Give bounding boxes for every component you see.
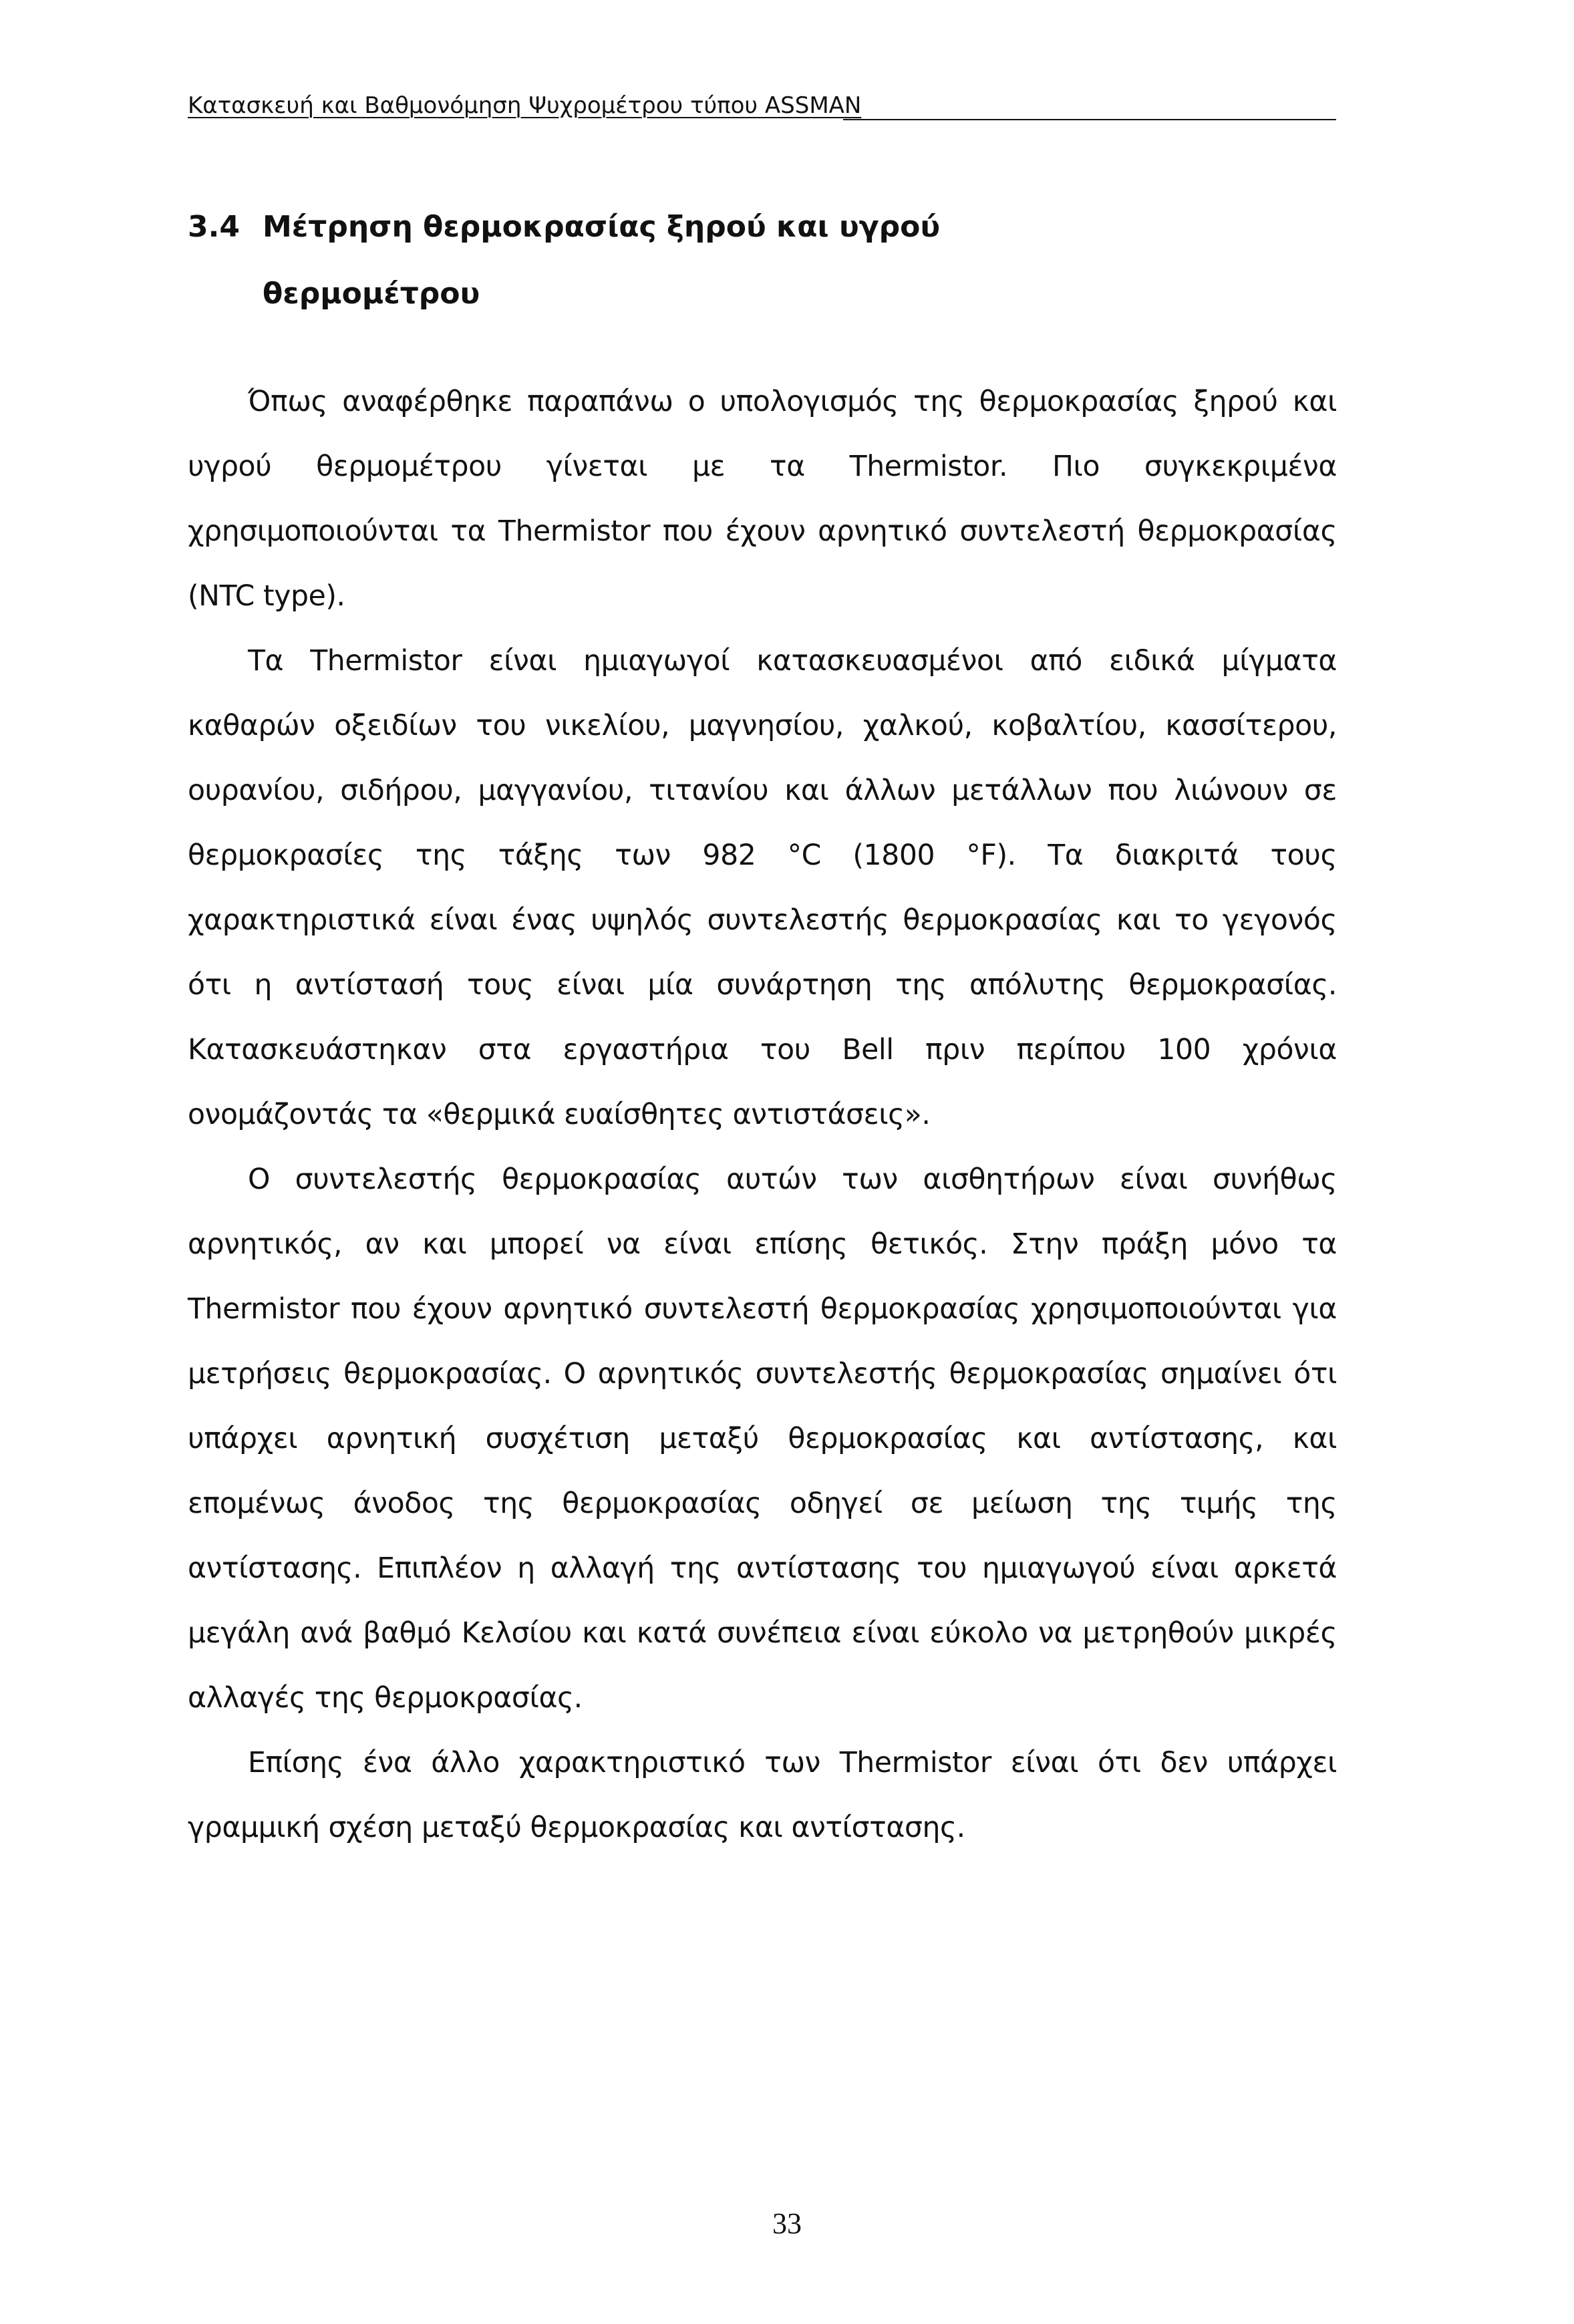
paragraph: Επίσης ένα άλλο χαρακτηριστικό των Thermistor είναι ότι δεν υπάρχει γραμμική σχέση μεταξύ θερμοκρασίας και αντίστασης. <box>188 1747 1337 1844</box>
running-header-title: Κατασκευή και Βαθμονόμηση Ψυχρομέτρου τύπου ASSMAN <box>188 92 862 119</box>
page-number: 33 <box>772 2207 802 2240</box>
header-rule <box>843 119 1336 120</box>
section-title-line-2: θερμομέτρου <box>263 277 480 311</box>
section-heading <box>188 194 1337 327</box>
section-number: 3.4 <box>188 210 240 244</box>
paragraph: Τα Thermistor είναι ημιαγωγοί κατασκευασμένοι από ειδικά μίγματα καθαρών οξειδίων του νικελίου, μαγνησίου, χαλκού, κοβαλτίου, κασσίτερου, ουρανίου, σιδήρου, μαγγανίου, τιτανίου και άλλων μετάλλων που λιώνουν σε θερμοκρασίες της τάξης των 982 °C (1800 °F). Τα διακριτά τους χαρακτηριστικά είναι ένας υψηλός συντελεστής θερμοκρασίας και το γεγονός ότι η αντίστασή τους είναι μία συνάρτηση της απόλυτης θερμοκρασίας. Κατασκευάστηκαν στα εργαστήρια του Bell πριν περίπου 100 χρόνια ονομάζοντάς τα «θερμικά ευαίσθητες αντιστάσεις». <box>188 645 1337 1131</box>
section-title-line-1: Μέτρηση θερμοκρασίας ξηρού και υγρού <box>263 210 941 244</box>
running-header <box>188 91 1337 120</box>
body-text <box>188 370 1337 1860</box>
paragraph: Όπως αναφέρθηκε παραπάνω ο υπολογισμός της θερμοκρασίας ξηρού και υγρού θερμομέτρου γίνεται με τα Thermistor. Πιο συγκεκριμένα χρησιμοποιούνται τα Thermistor που έχουν αρνητικό συντελεστή θερμοκρασίας (NTC type). <box>188 386 1337 613</box>
paragraph: Ο συντελεστής θερμοκρασίας αυτών των αισθητήρων είναι συνήθως αρνητικός, αν και μπορεί να είναι επίσης θετικός. Στην πράξη μόνο τα Thermistor που έχουν αρνητικό συντελεστή θερμοκρασίας χρησιμοποιούνται για μετρήσεις θερμοκρασίας. Ο αρνητικός συντελεστής θερμοκρασίας σημαίνει ότι υπάρχει αρνητική συσχέτιση μεταξύ θερμοκρασίας και αντίστασης, και επομένως άνοδος της θερμοκρασίας οδηγεί σε μείωση της τιμής της αντίστασης. Επιπλέον η αλλαγή της αντίστασης του ημιαγωγού είναι αρκετά μεγάλη ανά βαθμό Κελσίου και κατά συνέπεια είναι εύκολο να μετρηθούν μικρές αλλαγές της θερμοκρασίας. <box>188 1163 1337 1715</box>
